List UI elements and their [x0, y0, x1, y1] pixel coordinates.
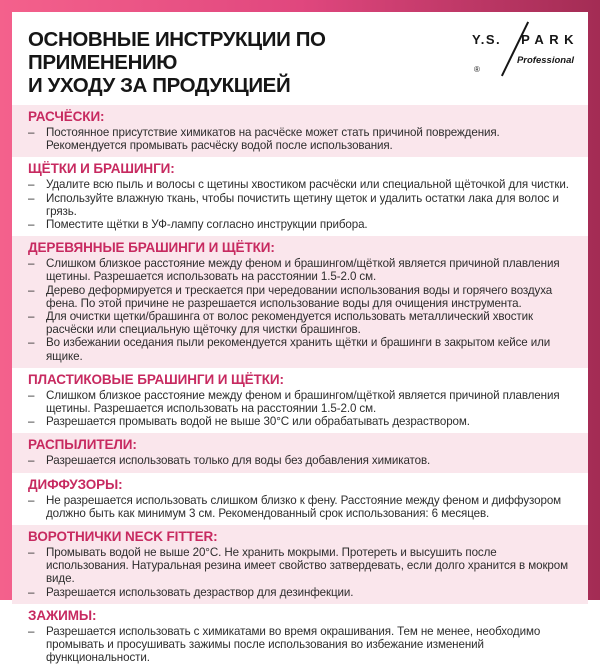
bullet-item	[28, 218, 576, 231]
section-combs-title: РАСЧЁСКИ:	[28, 109, 105, 124]
bullet-item	[28, 336, 576, 362]
section-diffusers-title: ДИФФУЗОРЫ:	[28, 476, 123, 492]
bullet-text: Дерево деформируется и трескается при чередовании использования воды и горячего воздуха фена. По этой причине не разрешается использование воды для очищения инструмента.	[46, 283, 553, 310]
section-diffusers	[12, 473, 588, 525]
bullet-text: Разрешается использовать только для воды без добавления химикатов.	[46, 454, 431, 468]
bullet-item	[28, 178, 576, 191]
bullet-item	[28, 310, 576, 336]
page-title	[28, 28, 472, 97]
bullet-dash: –	[28, 415, 35, 429]
section-sprayers-title: РАСПЫЛИТЕЛИ:	[28, 437, 137, 453]
bullet-item	[28, 415, 576, 428]
bullet-text: Удалите всю пыль и волосы с щетины хвостиком расчёски или специальной щёточкой для чистки.	[46, 178, 569, 192]
bullet-dash: –	[28, 191, 35, 205]
bullet-dash: –	[28, 178, 35, 192]
bullet-dash: –	[28, 388, 35, 402]
bullet-dash: –	[28, 624, 35, 638]
instruction-sheet	[12, 12, 588, 665]
section-wooden-brushes-title: ДЕРЕВЯННЫЕ БРАШИНГИ И ЩЁТКИ:	[28, 240, 275, 256]
bullet-dash: –	[28, 126, 35, 139]
section-brushes-title: ЩЁТКИ И БРАШИНГИ:	[28, 161, 175, 177]
logo-slash-icon	[501, 22, 529, 77]
ys-park-logo	[472, 25, 579, 77]
bullet-item	[28, 192, 576, 218]
bullet-dash: –	[28, 493, 35, 507]
logo-park-text: PARK	[521, 32, 579, 47]
bullet-item	[28, 126, 576, 152]
bullet-text: Во избежании оседания пыли рекомендуется хранить щётки и брашинги в закрытом кейсе или ящике.	[46, 336, 551, 363]
bullet-dash: –	[28, 336, 35, 350]
bullet-text: Разрешается использовать с химикатами во время окрашивания. Тем не менее, необходимо промывать и просушивать зажимы после использования во избежание изменений функциональности.	[46, 624, 541, 665]
bullet-dash: –	[28, 546, 35, 560]
bullet-dash: –	[28, 585, 35, 599]
bullet-dash: –	[28, 310, 35, 324]
bullet-text: Не разрешается использовать слишком близко к фену. Расстояние между феном и диффузором должно быть как минимум 3 см. Рекомендованный срок использования: 6 месяцев.	[46, 493, 562, 520]
bullet-text: Используйте влажную ткань, чтобы почистить щетину щеток и удалить остатки лака для волос и грязь.	[46, 191, 559, 218]
bullet-dash: –	[28, 257, 35, 271]
section-sprayers	[12, 433, 588, 472]
bullet-text: Для очистки щетки/брашинга от волос рекомендуется использовать металлический хвостик расчёски или специальную щёточку для чистки брашингов.	[46, 310, 533, 337]
bullet-text: Постоянное присутствие химикатов на расчёске может стать причиной повреждения. Рекомендуется промывать расчёску водой после использования.	[46, 126, 500, 153]
section-neck-fitter-title: ВОРОТНИЧКИ NECK FITTER:	[28, 529, 218, 545]
section-clips-title: ЗАЖИМЫ:	[28, 607, 97, 623]
header	[12, 12, 588, 105]
section-wooden-brushes	[12, 236, 588, 368]
bullet-item	[28, 625, 576, 665]
bullet-dash: –	[28, 283, 35, 297]
bullet-item	[28, 546, 576, 586]
section-brushes	[12, 157, 588, 236]
section-neck-fitter	[12, 525, 588, 604]
bullet-item	[28, 389, 576, 415]
bullet-item	[28, 284, 576, 310]
section-plastic-brushes-title: ПЛАСТИКОВЫЕ БРАШИНГИ И ЩЁТКИ:	[28, 371, 284, 387]
page-title-line2: И УХОДУ ЗА ПРОДУКЦИЕЙ	[28, 74, 291, 97]
logo-professional-text: Professional	[516, 55, 574, 66]
bullet-text: Разрешается использовать дезраствор для дезинфекции.	[46, 585, 354, 599]
bullet-text: Разрешается промывать водой не выше 30°C или обрабатывать дезраствором.	[46, 415, 470, 429]
page-title-line1: ОСНОВНЫЕ ИНСТРУКЦИИ ПО ПРИМЕНЕНИЮ	[28, 28, 326, 74]
bullet-item	[28, 586, 576, 599]
section-clips	[12, 604, 588, 669]
bullet-text: Поместите щётки в УФ-лампу согласно инструкции прибора.	[46, 218, 368, 232]
logo-ys-text: Y.S.	[472, 32, 502, 47]
bullet-text: Промывать водой не выше 20°C. Не хранить мокрыми. Протереть и высушить после использования. Натуральная резина имеет свойство затвердевать, если долго хранится в мокром виде.	[46, 546, 568, 586]
section-plastic-brushes	[12, 368, 588, 434]
bullet-text: Слишком близкое расстояние между феном и брашингом/щёткой является причиной плавления щетины. Разрешается использовать на расстоянии 1.5-2.0 см.	[46, 257, 560, 284]
registered-trademark-icon: ®	[474, 65, 480, 74]
bullet-item	[28, 494, 576, 520]
bullet-text: Слишком близкое расстояние между феном и брашингом/щёткой является причиной плавления щетины. Разрешается использовать на расстоянии 1.5-2.0 см.	[46, 388, 560, 416]
bullet-dash: –	[28, 454, 35, 468]
section-combs	[12, 105, 588, 157]
bullet-dash: –	[28, 218, 35, 232]
bullet-item	[28, 257, 576, 283]
bullet-item	[28, 454, 576, 467]
